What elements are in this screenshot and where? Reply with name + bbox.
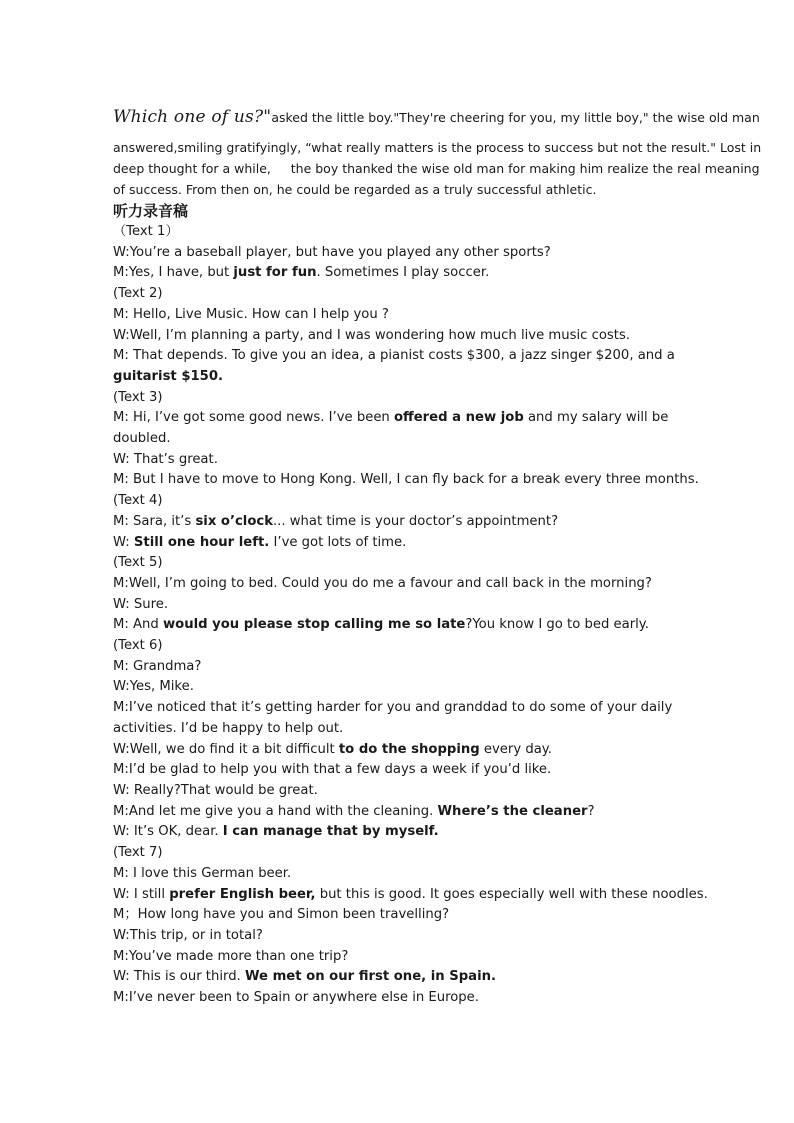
line-text: (Text 5) — [113, 555, 163, 571]
emphasized-text: We met on our first one, in Spain. — [244, 969, 496, 985]
line-text: W: I still — [113, 886, 170, 902]
line-text: M: Grandma? — [113, 658, 202, 674]
line-text: M:I’d be glad to help you with that a few days a week if you’d like. — [113, 762, 552, 778]
transcript-line — [113, 533, 705, 554]
transcript-body — [113, 222, 708, 1009]
transcript-line — [113, 263, 705, 284]
transcript-line — [113, 595, 705, 616]
transcript-line — [113, 698, 705, 719]
emphasized-text: Still one hour left. — [133, 534, 270, 550]
emphasized-text: offered a new job — [393, 410, 524, 426]
transcript-line — [113, 905, 705, 926]
line-text: M:Well, I’m going to bed. Could you do me a favour and call back in the morning? — [113, 575, 652, 591]
transcript-line — [113, 574, 705, 595]
transcript-line — [113, 450, 705, 471]
cursive-quote: Which one of us?" — [113, 107, 272, 127]
emphasized-text: six o’clock — [195, 513, 273, 529]
transcript-line — [113, 636, 705, 657]
line-text: (Text 7) — [113, 845, 163, 861]
line-text: M:And let me give you a hand with the cleaning. — [113, 803, 438, 819]
transcript-line — [113, 802, 705, 823]
transcript-line — [113, 947, 705, 968]
line-text: every day. — [479, 741, 552, 757]
line-text: ?You know I go to bed early. — [465, 617, 649, 633]
line-text: W:Well, I’m planning a party, and I was wondering how much live music costs. — [113, 327, 631, 343]
transcript-line — [113, 305, 705, 326]
line-text: W:Yes, Mike. — [113, 679, 194, 695]
transcript-line — [113, 512, 705, 533]
line-text: M: But I have to move to Hong Kong. Well, I can fly back for a break every three months. — [113, 472, 699, 488]
emphasized-text: guitarist $150. — [113, 368, 224, 384]
transcript-line — [113, 988, 705, 1009]
line-text: M: And — [113, 617, 163, 633]
emphasized-text: I can manage that by myself. — [222, 824, 439, 840]
emphasized-text: Where’s the cleaner — [437, 803, 588, 819]
line-text: (Text 4) — [113, 493, 163, 509]
transcript-line — [113, 740, 705, 761]
line-text: ? — [587, 803, 595, 819]
transcript-line — [113, 491, 705, 512]
transcript-line — [113, 326, 705, 347]
transcript-line — [113, 429, 705, 450]
emphasized-text: prefer English beer, — [169, 886, 316, 902]
story-line-2: answered,smiling gratifyingly, “what really matters is the process to success but not the result." Lost in — [113, 140, 762, 155]
transcript-line — [113, 926, 705, 947]
transcript-line — [113, 657, 705, 678]
transcript-line — [113, 553, 705, 574]
line-text: M:I’ve never been to Spain or anywhere else in Europe. — [113, 990, 479, 1006]
transcript-line — [113, 760, 705, 781]
line-text: (Text 2) — [113, 286, 163, 302]
line-text: M: Hello, Live Music. How can I help you ? — [113, 306, 389, 322]
transcript-line — [113, 677, 705, 698]
line-text: W:This trip, or in total? — [113, 927, 263, 943]
line-text: W: This is our third. — [113, 969, 245, 985]
transcript-line — [113, 615, 705, 636]
line-text: W: It’s OK, dear. — [113, 824, 223, 840]
line-text: but this is good. It goes especially well with these noodles. — [315, 886, 708, 902]
line-text: W: Really?That would be great. — [113, 782, 318, 798]
document-page — [113, 98, 762, 1009]
line-text: M:You’ve made more than one trip? — [113, 948, 349, 964]
transcript-line — [113, 781, 705, 802]
line-text: W:You’re a baseball player, but have you played any other sports? — [113, 244, 551, 260]
line-text: and my salary will be — [523, 410, 669, 426]
line-text: activities. I’d be happy to help out. — [113, 720, 344, 736]
line-text: . Sometimes I play soccer. — [316, 265, 490, 281]
transcript-line — [113, 243, 705, 264]
emphasized-text: to do the shopping — [338, 741, 480, 757]
line-text: M:I’ve noticed that it’s getting harder for you and granddad to do some of your daily — [113, 700, 673, 716]
transcript-line — [113, 346, 705, 367]
transcript-line — [113, 885, 708, 906]
transcript-line — [113, 822, 705, 843]
line-text: W: — [113, 534, 134, 550]
line-text: (Text 3) — [113, 389, 163, 405]
line-text: I’ve got lots of time. — [269, 534, 407, 550]
line-text: doubled. — [113, 431, 171, 447]
transcript-line — [113, 284, 705, 305]
transcript-line — [113, 367, 705, 388]
line-text: M；How long have you and Simon been travelling? — [113, 907, 450, 923]
line-text: (Text 6) — [113, 638, 163, 654]
line-text: M:Yes, I have, but — [113, 265, 234, 281]
line-text: W: That’s great. — [113, 451, 218, 467]
line-text: M: That depends. To give you an idea, a pianist costs $300, a jazz singer $200, and a — [113, 348, 675, 364]
story-line-4: of success. From then on, he could be regarded as a truly successful athletic. — [113, 182, 597, 197]
line-text: ... what time is your doctor’s appointment? — [272, 513, 559, 529]
emphasized-text: would you please stop calling me so late — [162, 617, 466, 633]
story-line-1-text: asked the little boy."They're cheering for you, my little boy," the wise old man — [271, 110, 760, 125]
line-text: （Text 1） — [113, 224, 179, 239]
story-line-3: deep thought for a while, the boy thanked the wise old man for making him realize the real meaning — [113, 161, 760, 176]
transcript-line — [113, 843, 705, 864]
line-text: M: Sara, it’s — [113, 513, 196, 529]
emphasized-text: just for fun — [233, 265, 317, 281]
transcript-line — [113, 864, 705, 885]
transcript-line — [113, 967, 705, 988]
story-line-1 — [113, 98, 760, 137]
line-text: M: Hi, I’ve got some good news. I’ve been — [113, 410, 394, 426]
line-text: W: Sure. — [113, 596, 169, 612]
transcript-line — [113, 470, 705, 491]
transcript-line — [113, 408, 705, 429]
transcript-heading: 听力录音稿 — [113, 202, 189, 220]
transcript-line — [113, 719, 705, 740]
transcript-line — [113, 388, 705, 409]
line-text: W:Well, we do find it a bit difficult — [113, 741, 339, 757]
line-text: M: I love this German beer. — [113, 865, 292, 881]
transcript-line — [113, 222, 705, 243]
